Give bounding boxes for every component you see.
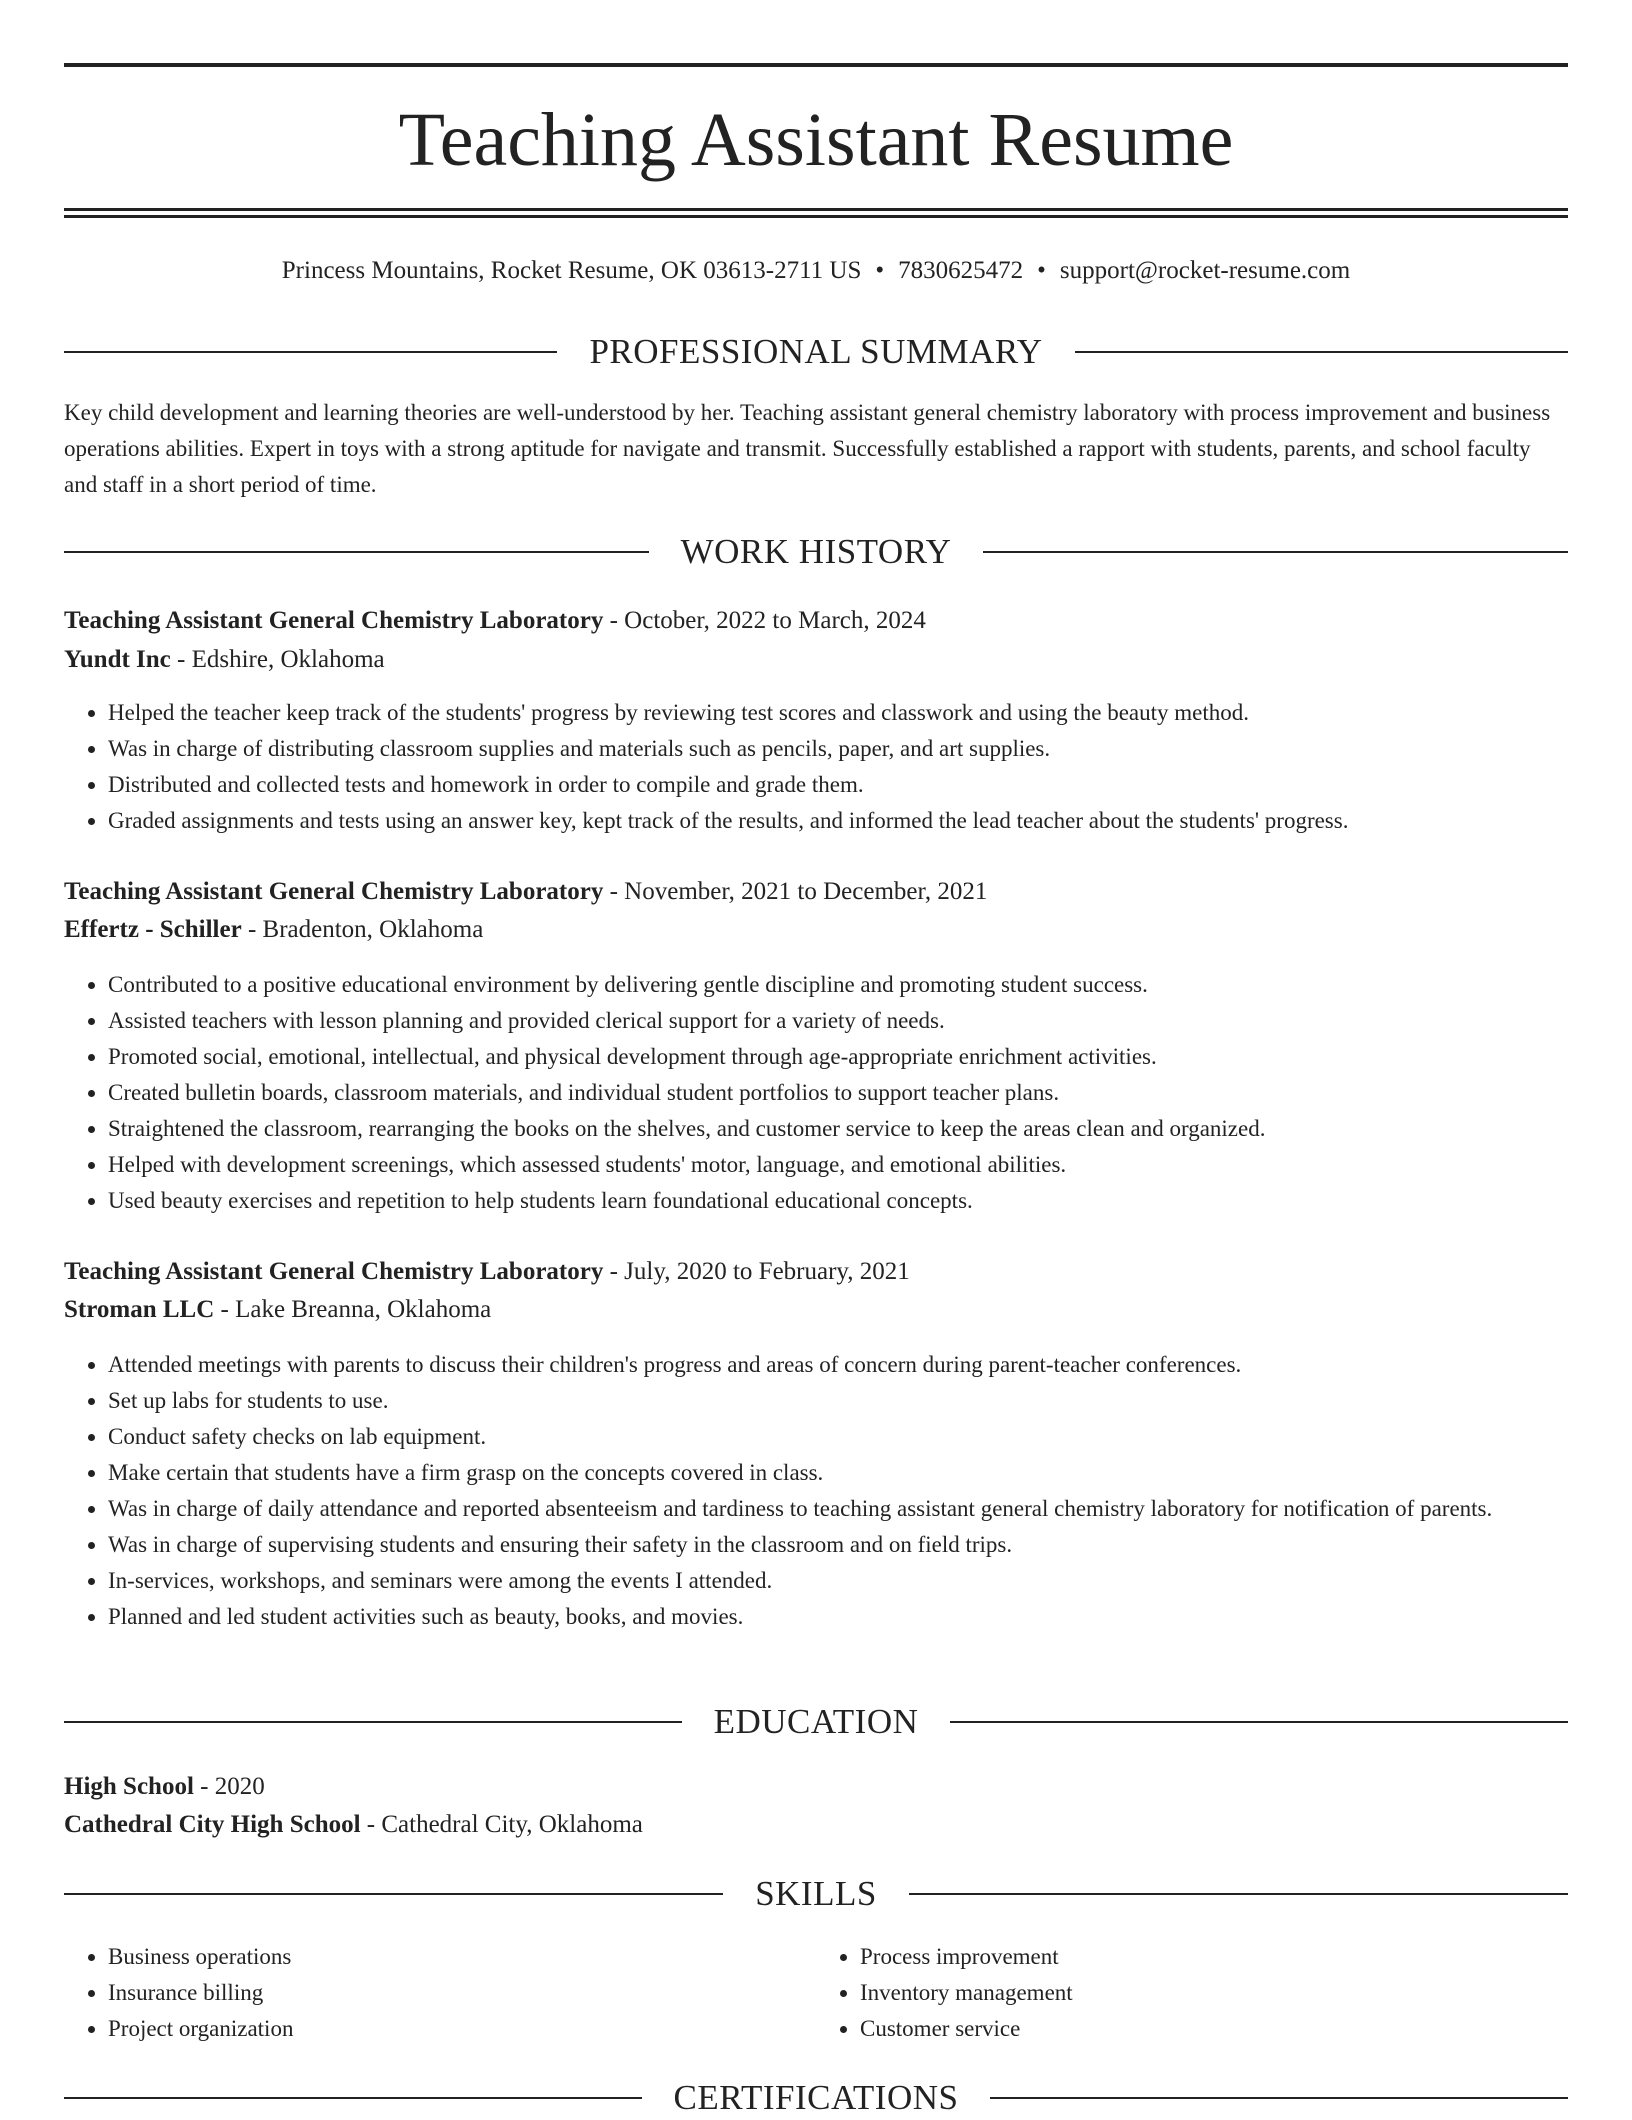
education-school: Cathedral City High School	[64, 1811, 361, 1838]
education-degree-line	[64, 1769, 1568, 1805]
contact-separator: •	[875, 257, 885, 284]
job-company-line	[64, 642, 1568, 678]
job-dates: - October, 2022 to March, 2024	[603, 607, 926, 634]
job-company: Effertz - Schiller	[64, 916, 242, 943]
list-item: • Straightened the classroom, rearranging the books on the shelves, and customer service to keep the areas clean and organized.	[108, 1111, 1568, 1147]
job-location: - Lake Breanna, Oklahoma	[214, 1296, 492, 1323]
summary-text: Key child development and learning theories are well-understood by her. Teaching assistant general chemistry laboratory with process improvement and business operations abilities. Expert in toys with a strong aptitude for navigate and transmit. Successfully established a rapport with students, parents, and school faculty and staff in a short period of time.	[64, 400, 1551, 497]
job-title-line	[64, 874, 1568, 910]
contact-separator: •	[1037, 257, 1046, 284]
job-duties-list	[64, 695, 1568, 839]
list-item: • Helped the teacher keep track of the students' progress by reviewing test scores and classwork and using the beauty method.	[108, 695, 1568, 731]
title-double-rule	[64, 208, 1568, 218]
job-title: Teaching Assistant General Chemistry Laboratory	[64, 607, 604, 634]
job-location: - Bradenton, Oklahoma	[241, 916, 484, 943]
job-location: - Edshire, Oklahoma	[170, 646, 385, 673]
list-item: • Graded assignments and tests using an answer key, kept track of the results, and informed the lead teacher about the students' progress.	[108, 803, 1568, 839]
list-item: • In-services, workshops, and seminars were among the events I attended.	[108, 1563, 1568, 1599]
section-title: WORK HISTORY	[680, 532, 952, 571]
job-dates: - July, 2020 to February, 2021	[603, 1258, 910, 1285]
contact-line	[64, 254, 1568, 288]
job-title: Teaching Assistant General Chemistry Laboratory	[64, 878, 604, 905]
divider-line	[64, 1721, 682, 1723]
section-title: PROFESSIONAL SUMMARY	[589, 332, 1043, 371]
divider-line	[64, 1893, 723, 1895]
list-item: • Helped with development screenings, which assessed students' motor, language, and emotional abilities.	[108, 1147, 1568, 1183]
contact-address: Princess Mountains, Rocket Resume, OK 03613-2711 US	[281, 257, 862, 284]
list-item: • Was in charge of supervising students and ensuring their safety in the classroom and on field trips.	[108, 1527, 1568, 1563]
skill-item: • Insurance billing	[108, 1975, 816, 2011]
list-item: • Contributed to a positive educational environment by delivering gentle discipline and promoting student success.	[108, 967, 1568, 1003]
section-title: SKILLS	[755, 1874, 877, 1913]
job-dates: - November, 2021 to December, 2021	[603, 878, 988, 905]
list-item: • Set up labs for students to use.	[108, 1383, 1568, 1419]
education-year: - 2020	[193, 1773, 265, 1800]
education-location: - Cathedral City, Oklahoma	[360, 1811, 643, 1838]
skills-column-right	[816, 1939, 1568, 2047]
divider-line	[1075, 351, 1568, 353]
divider-line	[950, 1721, 1568, 1723]
section-header-work-history	[64, 530, 1568, 574]
list-item: • Attended meetings with parents to discuss their children's progress and areas of concern during parent-teacher conferences.	[108, 1347, 1568, 1383]
job-title-line	[64, 603, 1568, 639]
education-school-line	[64, 1807, 1568, 1843]
section-title: CERTIFICATIONS	[673, 2078, 959, 2117]
skills-column-left	[64, 1939, 816, 2047]
job-company-line	[64, 912, 1568, 948]
list-item: • Conduct safety checks on lab equipment.	[108, 1419, 1568, 1455]
job-company: Stroman LLC	[64, 1296, 215, 1323]
section-header-skills	[64, 1872, 1568, 1916]
list-item: • Used beauty exercises and repetition to help students learn foundational educational concepts.	[108, 1183, 1568, 1219]
job-company-line	[64, 1292, 1568, 1328]
job-duties-list	[64, 1347, 1568, 1635]
top-rule	[64, 63, 1568, 67]
section-header-education	[64, 1700, 1568, 1744]
section-header-summary	[64, 330, 1568, 374]
divider-line	[983, 551, 1568, 553]
job-title-line	[64, 1254, 1568, 1290]
job-title: Teaching Assistant General Chemistry Laboratory	[64, 1258, 604, 1285]
divider-line	[64, 551, 649, 553]
list-item: • Created bulletin boards, classroom materials, and individual student portfolios to support teacher plans.	[108, 1075, 1568, 1111]
skill-item: • Inventory management	[860, 1975, 1568, 2011]
list-item: • Distributed and collected tests and homework in order to compile and grade them.	[108, 767, 1568, 803]
contact-email: support@rocket-resume.com	[1059, 257, 1351, 284]
job-duties-list	[64, 967, 1568, 1219]
list-item: • Make certain that students have a firm grasp on the concepts covered in class.	[108, 1455, 1568, 1491]
skills-list	[64, 1939, 1568, 2047]
list-item: • Was in charge of distributing classroom supplies and materials such as pencils, paper, and art supplies.	[108, 731, 1568, 767]
list-item: • Assisted teachers with lesson planning and provided clerical support for a variety of needs.	[108, 1003, 1568, 1039]
education-degree: High School	[64, 1773, 194, 1800]
job-company: Yundt Inc	[64, 646, 171, 673]
page-title: Teaching Assistant Resume	[398, 98, 1234, 182]
skill-item: • Project organization	[108, 2011, 816, 2047]
skill-item: • Customer service	[860, 2011, 1568, 2047]
section-title: EDUCATION	[713, 1702, 919, 1741]
divider-line	[909, 1893, 1568, 1895]
list-item: • Promoted social, emotional, intellectual, and physical development through age-appropriate enrichment activities.	[108, 1039, 1568, 1075]
list-item: • Planned and led student activities such as beauty, books, and movies.	[108, 1599, 1568, 1635]
list-item: • Was in charge of daily attendance and reported absenteeism and tardiness to teaching assistant general chemistry laboratory for notification of parents.	[108, 1491, 1568, 1527]
skill-item: • Process improvement	[860, 1939, 1568, 1975]
divider-line	[990, 2097, 1568, 2099]
contact-phone: 7830625472	[898, 257, 1024, 284]
divider-line	[64, 351, 557, 353]
section-header-certifications	[64, 2076, 1568, 2120]
divider-line	[64, 2097, 642, 2099]
skill-item: • Business operations	[108, 1939, 816, 1975]
